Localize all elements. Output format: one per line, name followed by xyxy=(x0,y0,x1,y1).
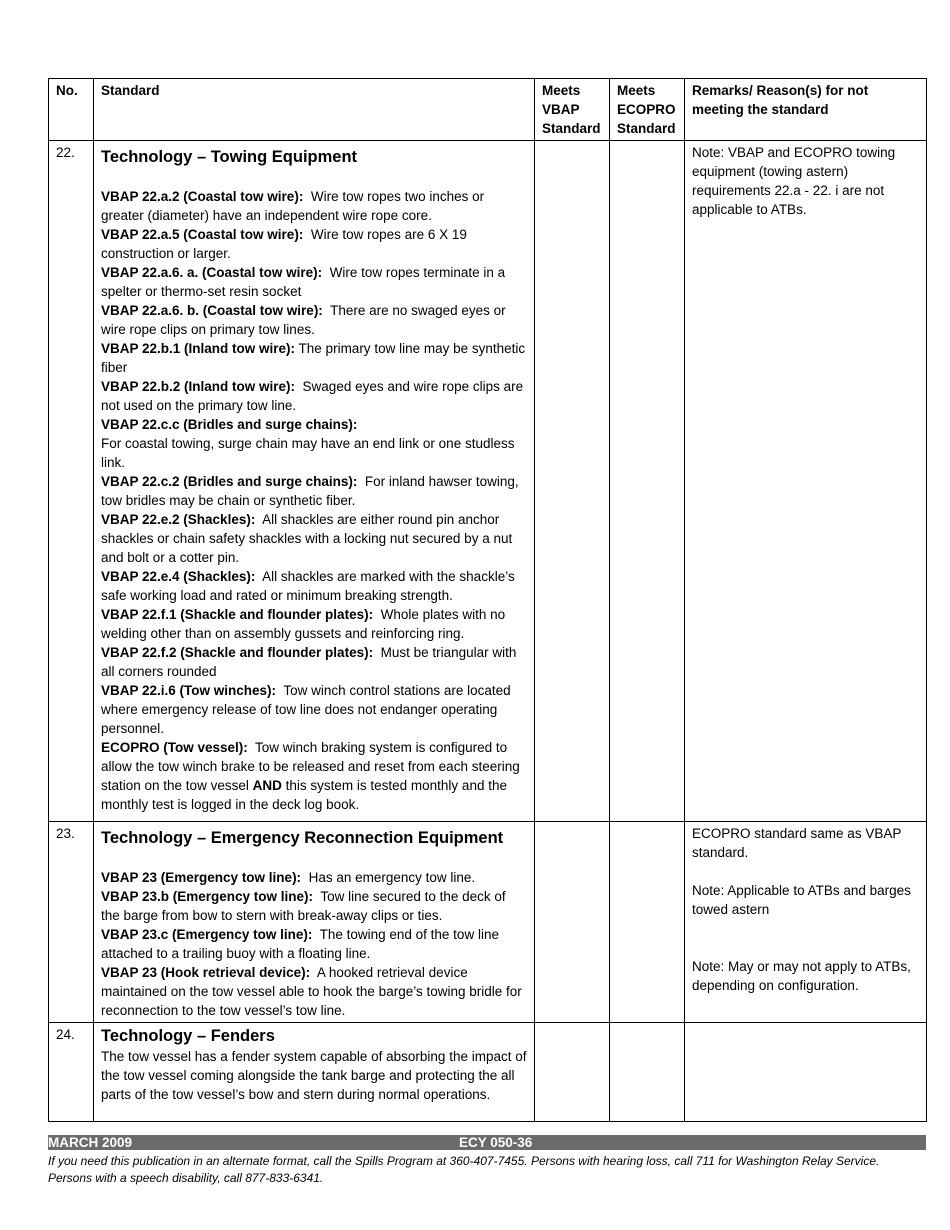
header-row xyxy=(49,79,927,141)
row-number: 22. xyxy=(49,141,94,822)
item-label: VBAP 23 (Emergency tow line): xyxy=(101,870,302,885)
item-label: VBAP 22.e.2 (Shackles): xyxy=(101,512,256,527)
footer-note: If you need this publication in an alternate format, call the Spills Program at 360-407-7455. Persons with hearing loss, call 711 for Washington Relay Service. Persons with a speech disability, call 877-833-6341. xyxy=(48,1154,880,1185)
standard-item xyxy=(101,887,527,925)
standard-item xyxy=(101,472,527,510)
section-title: Technology – Emergency Reconnection Equipment xyxy=(101,829,504,847)
item-label: ECOPRO (Tow vessel): xyxy=(101,740,248,755)
item-label: VBAP 22.b.2 (Inland tow wire): xyxy=(101,379,296,394)
standards-table xyxy=(48,78,927,1122)
item-label: VBAP 22.a.6. b. (Coastal tow wire): xyxy=(101,303,323,318)
table-row xyxy=(49,141,927,822)
header-meets-ecopro-line3: Standard xyxy=(617,121,676,136)
remark-note: ECOPRO standard same as VBAP standard. xyxy=(692,826,902,860)
remark-note: Note: Applicable to ATBs and barges towed astern xyxy=(692,883,911,917)
item-text: Swaged eyes and wire rope clips are not used on the primary tow line. xyxy=(101,379,524,413)
item-text: All shackles are marked with the shackle’s safe working load and rated or minimum breaking strength. xyxy=(101,569,515,603)
standard-item xyxy=(101,963,527,1020)
meets-ecopro-cell xyxy=(610,1023,685,1122)
standard-cell xyxy=(94,822,535,1023)
footer-bar xyxy=(48,1135,926,1150)
item-label: VBAP 22.f.2 (Shackle and flounder plates): xyxy=(101,645,374,660)
item-text: The primary tow line may be synthetic fiber xyxy=(101,341,526,375)
table-row xyxy=(49,822,927,1023)
standard-item xyxy=(101,868,527,887)
standard-item xyxy=(101,567,527,605)
item-text: Tow winch control stations are located where emergency release of tow line does not endanger operating personnel. xyxy=(101,683,511,736)
meets-vbap-cell xyxy=(535,822,610,1023)
footer-date: MARCH 2009 xyxy=(48,1135,133,1150)
standard-item xyxy=(101,377,527,415)
header-meets-vbap xyxy=(535,79,610,141)
table-row xyxy=(49,1023,927,1122)
remark-note: Note: May or may not apply to ATBs, depending on configuration. xyxy=(692,959,911,993)
item-text: Tow line secured to the deck of the barge from bow to stern with break-away clips or ties. xyxy=(101,889,506,923)
item-text: For inland hawser towing, tow bridles may be chain or synthetic fiber. xyxy=(101,474,519,508)
remarks-cell xyxy=(685,141,927,822)
item-text: There are no swaged eyes or wire rope clips on primary tow lines. xyxy=(101,303,506,337)
item-text: Wire tow ropes terminate in a spelter or thermo-set resin socket xyxy=(101,265,506,299)
row-number: 23. xyxy=(49,822,94,1023)
footer-code: ECY 050-36 xyxy=(459,1135,533,1150)
standard-item xyxy=(101,681,527,738)
remarks-cell xyxy=(685,1023,927,1122)
item-label: VBAP 22.f.1 (Shackle and flounder plates): xyxy=(101,607,374,622)
remarks-cell xyxy=(685,822,927,1023)
item-label: VBAP 22.a.2 (Coastal tow wire): xyxy=(101,189,304,204)
section-title: Technology – Fenders xyxy=(101,1027,275,1045)
item-text: Wire tow ropes two inches or greater (diameter) have an independent wire rope core. xyxy=(101,189,485,223)
header-standard: Standard xyxy=(94,79,535,141)
standard-item xyxy=(101,738,527,814)
meets-vbap-cell xyxy=(535,141,610,822)
section-title: Technology – Towing Equipment xyxy=(101,148,358,166)
standard-cell xyxy=(94,141,535,822)
standard-item xyxy=(101,339,527,377)
standard-item xyxy=(101,225,527,263)
item-text: All shackles are either round pin anchor shackles or chain safety shackles with a locking nut secured by a nut and bolt or a cotter pin. xyxy=(101,512,513,565)
remark-note: Note: VBAP and ECOPRO towing equipment (towing astern) requirements 22.a - 22. i are not applicable to ATBs. xyxy=(692,145,896,217)
item-label: VBAP 23.b (Emergency tow line): xyxy=(101,889,314,904)
meets-ecopro-cell xyxy=(610,141,685,822)
header-meets-ecopro-line2: ECOPRO xyxy=(617,102,676,117)
standard-item xyxy=(101,925,527,963)
standard-item xyxy=(101,415,527,472)
item-text-after: this system is tested monthly and the monthly test is logged in the deck log book. xyxy=(101,778,507,812)
item-label: VBAP 22.e.4 (Shackles): xyxy=(101,569,256,584)
item-text: Wire tow ropes are 6 X 19 construction or larger. xyxy=(101,227,467,261)
header-meets-ecopro xyxy=(610,79,685,141)
item-label: VBAP 22.a.6. a. (Coastal tow wire): xyxy=(101,265,323,280)
standard-body: The tow vessel has a fender system capable of absorbing the impact of the tow vessel coming alongside the tank barge and protecting the all parts of the tow vessel’s bow and stern during normal operations. xyxy=(101,1049,527,1102)
standard-item xyxy=(101,301,527,339)
header-remarks: Remarks/ Reason(s) for not meeting the standard xyxy=(685,79,927,141)
item-text: Tow winch braking system is configured to allow the tow winch brake to be released and reset from each steering station on the tow vessel xyxy=(101,740,520,793)
header-meets-vbap-line1: Meets xyxy=(542,83,581,98)
row-number: 24. xyxy=(49,1023,94,1122)
item-text: Whole plates with no welding other than on assembly gussets and reinforcing ring. xyxy=(101,607,506,641)
standard-item xyxy=(101,510,527,567)
item-label: VBAP 22.a.5 (Coastal tow wire): xyxy=(101,227,304,242)
standard-item xyxy=(101,263,527,301)
header-meets-vbap-line3: Standard xyxy=(542,121,601,136)
standard-item xyxy=(101,187,527,225)
meets-vbap-cell xyxy=(535,1023,610,1122)
item-emphasis: AND xyxy=(252,778,282,793)
item-text: Must be triangular with all corners rounded xyxy=(101,645,517,679)
standard-item xyxy=(101,643,527,681)
item-label: VBAP 23 (Hook retrieval device): xyxy=(101,965,311,980)
header-no: No. xyxy=(49,79,94,141)
item-label: VBAP 22.c.2 (Bridles and surge chains): xyxy=(101,474,358,489)
meets-ecopro-cell xyxy=(610,822,685,1023)
item-text: A hooked retrieval device maintained on the tow vessel able to hook the barge’s towing bridle for reconnection to the tow vessel’s tow line. xyxy=(101,965,522,1018)
item-text: For coastal towing, surge chain may have an end link or one studless link. xyxy=(101,436,515,470)
item-text: Has an emergency tow line. xyxy=(308,870,476,885)
item-text: The towing end of the tow line attached to a trailing buoy with a floating line. xyxy=(101,927,499,961)
item-label: VBAP 22.i.6 (Tow winches): xyxy=(101,683,277,698)
item-label: VBAP 22.b.1 (Inland tow wire): xyxy=(101,341,296,356)
header-meets-vbap-line2: VBAP xyxy=(542,102,580,117)
standard-cell xyxy=(94,1023,535,1122)
header-meets-ecopro-line1: Meets xyxy=(617,83,656,98)
item-label: VBAP 23.c (Emergency tow line): xyxy=(101,927,313,942)
standard-item xyxy=(101,605,527,643)
item-label: VBAP 22.c.c (Bridles and surge chains): xyxy=(101,417,358,432)
